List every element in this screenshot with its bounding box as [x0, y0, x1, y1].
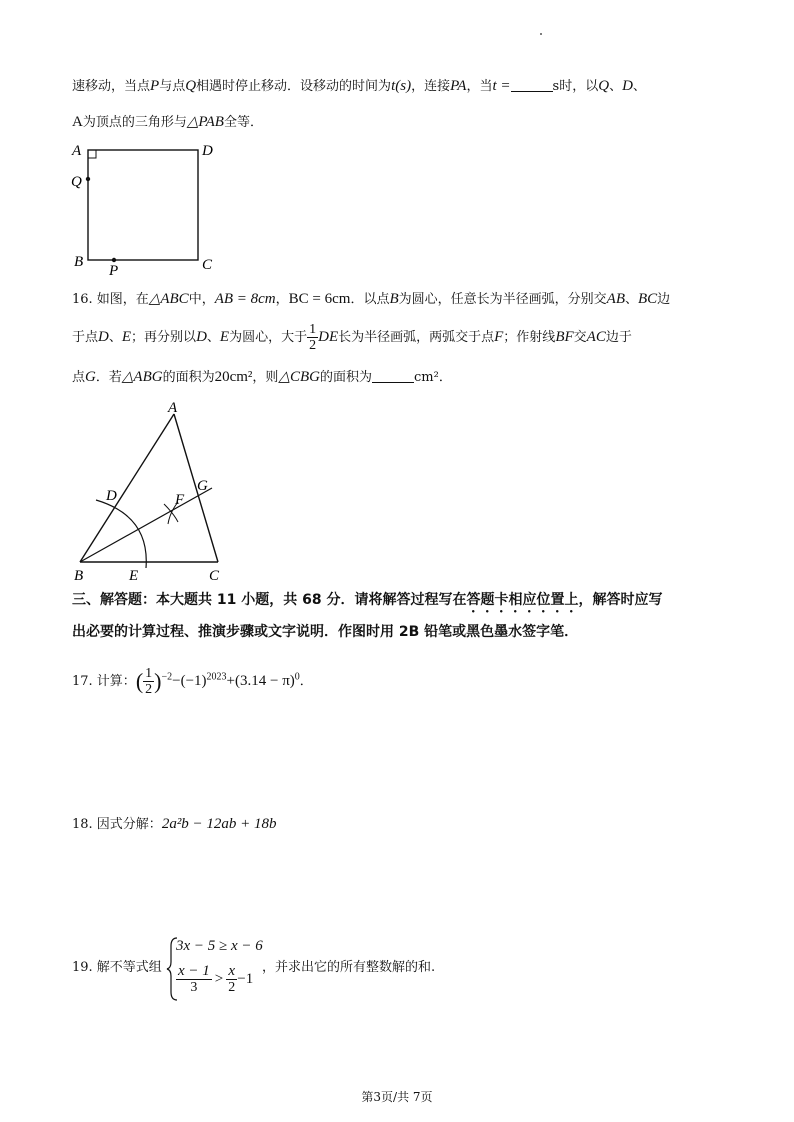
- gt-sign: >: [214, 971, 224, 987]
- fraction: [176, 964, 212, 995]
- label-a: A: [72, 143, 82, 159]
- q16-text: 中，: [188, 292, 215, 307]
- q16-text: ；作射线: [503, 330, 556, 345]
- q17-label: 17. 计算：: [72, 674, 136, 689]
- q15-line1: [72, 76, 646, 97]
- q16-var: DE: [318, 329, 339, 345]
- q15-text: 相遇时停止移动．设移动的时间为: [196, 79, 392, 94]
- q15-text: 与点: [159, 79, 186, 94]
- q16-text: 点: [72, 370, 86, 385]
- q15-var: t(s): [391, 78, 412, 94]
- q16-var: AC: [586, 329, 606, 345]
- label-q: Q: [71, 174, 82, 190]
- label-b: B: [74, 568, 84, 584]
- q16-var: E: [121, 329, 132, 345]
- q16-var: F: [494, 329, 504, 345]
- fraction: [226, 964, 237, 995]
- q15-var: P: [150, 78, 160, 94]
- q16-text: cm²．: [414, 370, 452, 385]
- q18-expression: 2a²b − 12ab + 18b: [161, 816, 277, 832]
- q16-text: 边于: [605, 330, 632, 345]
- section3-emphasis: 答题卡相应位置上: [466, 592, 579, 608]
- q15-var: △PAB: [186, 114, 224, 130]
- right-angle-mark: [88, 150, 96, 158]
- q19-ineq2: [176, 964, 253, 995]
- q16-var: BC: [638, 291, 658, 307]
- frac-num: 1: [309, 322, 317, 337]
- square-abcd: [88, 150, 198, 260]
- label-d: D: [202, 143, 213, 159]
- q15-text: 全等．: [223, 115, 263, 130]
- q16-var: B: [389, 291, 399, 307]
- q16-text: ，则: [252, 370, 279, 385]
- q16-text: 16. 如图，在: [72, 292, 149, 307]
- q16-var: D: [196, 329, 207, 345]
- label-c: C: [202, 257, 213, 273]
- section3-text: 三、解答题：本大题共 11 小题，共 68 分．请将解答过程写在: [72, 592, 467, 608]
- q16-text: ，: [275, 292, 289, 307]
- q17-term: +(3.14 − π): [226, 673, 295, 689]
- frac-den: 2: [309, 338, 317, 353]
- section3-line1: [72, 590, 662, 616]
- q15-text: 、: [609, 79, 623, 94]
- q15-var: PA: [450, 78, 467, 94]
- q16-text: 为圆心，大于: [229, 330, 308, 345]
- q15-line2: [72, 112, 263, 133]
- label-p: P: [109, 263, 119, 276]
- fraction-half: [143, 666, 154, 697]
- q19-tail: ，并求出它的所有整数解的和.: [262, 960, 436, 975]
- q16-text: 的面积为: [162, 370, 215, 385]
- q15-text: ，当: [466, 79, 493, 94]
- q16-var: △ABG: [121, 369, 163, 385]
- fraction-half: [307, 322, 318, 353]
- q17-text: ．: [299, 674, 313, 689]
- frac-den: 2: [145, 682, 153, 697]
- page-footer: 第3页/共 7页: [361, 1090, 433, 1104]
- q19-term: −1: [237, 971, 254, 987]
- q16-triangle-figure: [66, 396, 236, 586]
- q18: [72, 814, 277, 835]
- frac-num: x − 1: [178, 963, 210, 979]
- section3-text: 出必要的计算过程、推演步骤或文字说明．作图时用 2B 铅笔或黑色墨水签字笔．: [72, 624, 579, 640]
- q15-text: 为顶点的三角形与: [82, 115, 187, 130]
- q16-text: 、: [624, 292, 638, 307]
- point-p: [112, 258, 116, 262]
- q16-line3: [72, 367, 452, 388]
- q17-term: −(−1): [172, 673, 207, 689]
- q16-text: 于点: [72, 330, 99, 345]
- q15-var: A: [72, 114, 83, 130]
- q16-var: AB = 8cm: [214, 291, 276, 307]
- exponent: 2023: [206, 671, 227, 683]
- exponent: −2: [161, 671, 173, 683]
- exponent: 0: [294, 671, 300, 683]
- point-q: [86, 177, 90, 181]
- frac-num: x: [226, 964, 237, 980]
- scan-dot: [540, 33, 542, 35]
- q16-text: ．以点: [350, 292, 390, 307]
- q16-text: 、: [206, 330, 220, 345]
- q16-var: 20cm²: [214, 369, 253, 385]
- q15-text: 速移动，当点: [72, 79, 151, 94]
- frac-den: 3: [190, 980, 198, 995]
- q15-var: Q: [598, 78, 610, 94]
- q15-var: t =: [492, 78, 511, 94]
- q16-line1: [72, 289, 670, 310]
- q16-text: 的面积为: [319, 370, 372, 385]
- label-g: G: [197, 478, 208, 494]
- q19-label-line: [72, 958, 162, 978]
- q16-text: 交: [573, 330, 587, 345]
- q15-square-figure: [66, 136, 226, 276]
- q16-text: ．若: [95, 370, 122, 385]
- q15-text: 、: [632, 79, 646, 94]
- q16-line2: [72, 322, 632, 353]
- label-a: A: [168, 400, 178, 416]
- frac-num: 1: [145, 666, 153, 681]
- section3-text: ，解答时应写: [578, 592, 663, 608]
- side-ab: [80, 414, 174, 562]
- label-c: C: [209, 568, 220, 584]
- q16-text: 长为半径画弧，两弧交于点: [338, 330, 495, 345]
- q16-text: 边: [657, 292, 671, 307]
- q16-text: 、: [108, 330, 122, 345]
- frac-den: 2: [228, 980, 236, 995]
- q16-var: D: [98, 329, 109, 345]
- q15-text: ，连接: [411, 79, 451, 94]
- q17: [72, 666, 313, 696]
- label-b: B: [74, 254, 84, 270]
- label-f: F: [175, 492, 185, 508]
- paren-open: (: [135, 668, 144, 694]
- q19-label: 19. 解不等式组: [72, 960, 162, 975]
- q15-text: s时，以: [552, 79, 599, 94]
- q15-var: D: [622, 78, 633, 94]
- label-d: D: [106, 488, 117, 504]
- q16-text: 为圆心，任意长为半径画弧，分别交: [398, 292, 607, 307]
- q15-var: Q: [185, 78, 197, 94]
- answer-blank[interactable]: [372, 369, 414, 383]
- q16-var: G: [85, 369, 96, 385]
- q16-var: △CBG: [278, 369, 320, 385]
- q18-label: 18. 因式分解：: [72, 817, 162, 832]
- label-e: E: [129, 568, 139, 584]
- q16-var: △ABC: [148, 291, 189, 307]
- q19-ineq1: 3x − 5 ≥ x − 6: [176, 938, 263, 954]
- q16-var: E: [219, 329, 230, 345]
- arc-de: [96, 500, 146, 568]
- q16-var: BF: [555, 329, 574, 345]
- q16-text: ；再分别以: [131, 330, 197, 345]
- q16-var: BC = 6cm: [288, 291, 351, 307]
- q16-var: AB: [606, 291, 625, 307]
- section3-line2: [72, 622, 578, 642]
- paren-close: ): [154, 668, 162, 694]
- answer-blank[interactable]: [511, 78, 553, 92]
